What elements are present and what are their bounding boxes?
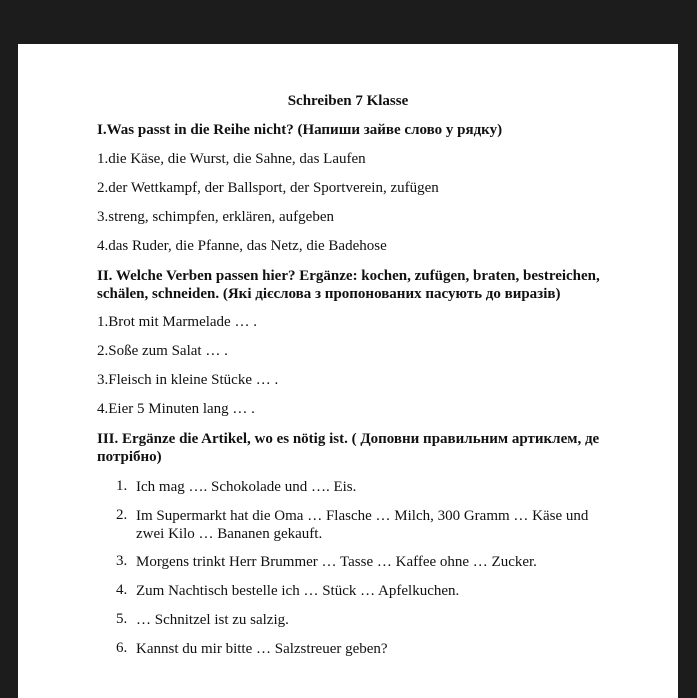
frame-right	[678, 0, 697, 698]
section3-item-number: 3.	[116, 553, 128, 569]
page-title: Schreiben 7 Klasse	[287, 93, 409, 109]
section3-item-text: Ich mag …. Schokolade und …. Eis.	[136, 479, 357, 495]
section3-item-text: Morgens trinkt Herr Brummer … Tasse … Kaffee ohne … Zucker.	[136, 554, 537, 570]
section3-item-number: 6.	[116, 640, 128, 656]
worksheet-page	[18, 44, 678, 698]
section3-item-text: … Schnitzel ist zu salzig.	[136, 612, 289, 628]
section1-item-1: 1.die Käse, die Wurst, die Sahne, das Laufen	[97, 151, 366, 167]
frame-top	[0, 0, 697, 44]
section2-heading-line1: II. Welche Verben passen hier? Ergänze: kochen, zufügen, braten, bestreichen,	[97, 268, 600, 284]
section1-item-4: 4.das Ruder, die Pfanne, das Netz, die Badehose	[97, 238, 387, 254]
frame-left	[0, 0, 18, 698]
section2-heading-line2: schälen, schneiden. (Які дієслова з пропонованих пасують до виразів)	[97, 286, 561, 302]
section3-item-number: 4.	[116, 582, 128, 598]
section1-item-2: 2.der Wettkampf, der Ballsport, der Sportverein, zufügen	[97, 180, 439, 196]
section3-item-text: Zum Nachtisch bestelle ich … Stück … Apfelkuchen.	[136, 583, 460, 599]
section3-item-number: 5.	[116, 611, 128, 627]
section1-heading: I.Was passt in die Reihe nicht? (Напиши зайве слово у рядку)	[97, 122, 503, 138]
section2-item-2: 2.Soße zum Salat … .	[97, 343, 228, 359]
section2-item-1: 1.Brot mit Marmelade … .	[97, 314, 257, 330]
section3-item-number: 2.	[116, 507, 128, 523]
section2-item-4: 4.Eier 5 Minuten lang … .	[97, 401, 255, 417]
section3-heading-line2: потрібно)	[97, 449, 162, 465]
section3-heading-line1: III. Ergänze die Artikel, wo es nötig ist. ( Доповни правильним артиклем, де	[97, 431, 600, 447]
section3-item-text	[136, 507, 636, 543]
section3-item-number: 1.	[116, 478, 128, 494]
section3-item-text: Kannst du mir bitte … Salzstreuer geben?	[136, 641, 388, 657]
section1-item-3: 3.streng, schimpfen, erklären, aufgeben	[97, 209, 334, 225]
section2-heading	[97, 267, 627, 303]
section3-item-line2: zwei Kilo … Bananen gekauft.	[136, 526, 323, 542]
section3-heading	[97, 430, 627, 466]
section3-item-line1: Im Supermarkt hat die Oma … Flasche … Milch, 300 Gramm … Käse und	[136, 508, 589, 524]
section2-item-3: 3.Fleisch in kleine Stücke … .	[97, 372, 279, 388]
